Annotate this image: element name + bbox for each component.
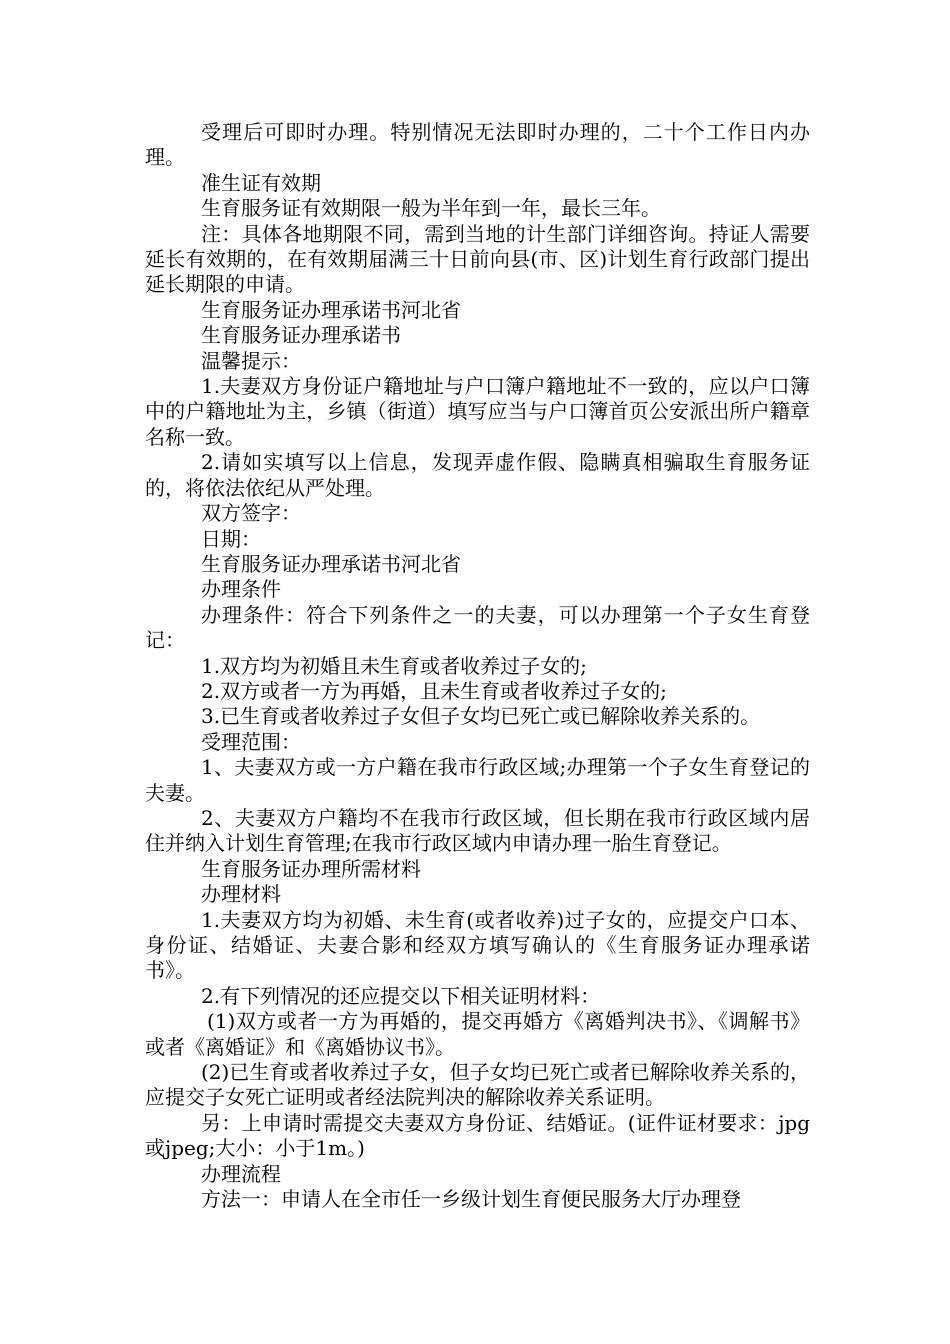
section-heading: 办理流程 [201, 1161, 281, 1186]
section-heading: 生育服务证办理所需材料 [201, 856, 421, 881]
section-heading: 准生证有效期 [201, 170, 321, 195]
section-heading: 生育服务证办理承诺书河北省 [201, 297, 461, 322]
document-body [145, 120, 810, 1212]
sub-list-item: (1)双方或者一方为再婚的，提交再婚方《离婚判决书》、《调解书》或者《离婚证》和《离婚协议书》。 [145, 1009, 810, 1059]
date-label: 日期： [201, 526, 261, 551]
list-item: 2.请如实填写以上信息，发现弄虚作假、隐瞒真相骗取生育服务证的，将依法依纪从严处理。 [145, 450, 810, 500]
paragraph: 注：具体各地期限不同，需到当地的计生部门详细咨询。持证人需要延长有效期的，在有效期届满三十日前向县(市、区)计划生育行政部门提出延长期限的申请。 [145, 221, 810, 297]
section-heading: 生育服务证办理承诺书河北省 [201, 551, 461, 576]
paragraph: 另：上申请时需提交夫妻双方身份证、结婚证。(证件证材要求：jpg或jpeg;大小：小于1m。) [145, 1110, 810, 1161]
list-item: 2.双方或者一方为再婚，且未生育或者收养过子女的; [201, 678, 667, 703]
paragraph: 温馨提示： [201, 348, 301, 373]
list-item: 1.夫妻双方身份证户籍地址与户口簿户籍地址不一致的，应以户口簿中的户籍地址为主，乡镇（街道）填写应当与户口簿首页公安派出所户籍章名称一致。 [145, 374, 810, 449]
paragraph: 受理后可即时办理。特别情况无法即时办理的，二十个工作日内办理。 [145, 120, 810, 170]
list-item: 1、夫妻双方或一方户籍在我市行政区域;办理第一个子女生育登记的夫妻。 [145, 755, 810, 805]
list-item: 3.已生育或者收养过子女但子女均已死亡或已解除收养关系的。 [201, 704, 761, 729]
sub-list-item: (2)已生育或者收养过子女，但子女均已死亡或者已解除收养关系的，应提交子女死亡证明或者经法院判决的解除收养关系证明。 [145, 1060, 810, 1110]
paragraph: 办理条件：符合下列条件之一的夫妻，可以办理第一个子女生育登记： [145, 602, 810, 653]
list-item: 1.双方均为初婚且未生育或者收养过子女的; [201, 653, 587, 678]
signature-label: 双方签字： [201, 501, 301, 526]
paragraph: 生育服务证有效期限一般为半年到一年，最长三年。 [201, 196, 661, 221]
list-item: 2、夫妻双方户籍均不在我市行政区域，但长期在我市行政区域内居住并纳入计划生育管理;在我市行政区域内申请办理一胎生育登记。 [145, 805, 810, 856]
paragraph: 受理范围： [201, 729, 301, 754]
paragraph: 方法一：申请人在全市任一乡级计划生育便民服务大厅办理登 [201, 1187, 741, 1212]
section-heading: 办理条件 [201, 577, 281, 602]
list-item: 2.有下列情况的还应提交以下相关证明材料： [201, 983, 601, 1008]
section-heading: 生育服务证办理承诺书 [201, 323, 401, 348]
section-heading: 办理材料 [201, 882, 281, 907]
list-item: 1.夫妻双方均为初婚、未生育(或者收养)过子女的，应提交户口本、身份证、结婚证、夫妻合影和经双方填写确认的《生育服务证办理承诺书》。 [145, 907, 810, 983]
